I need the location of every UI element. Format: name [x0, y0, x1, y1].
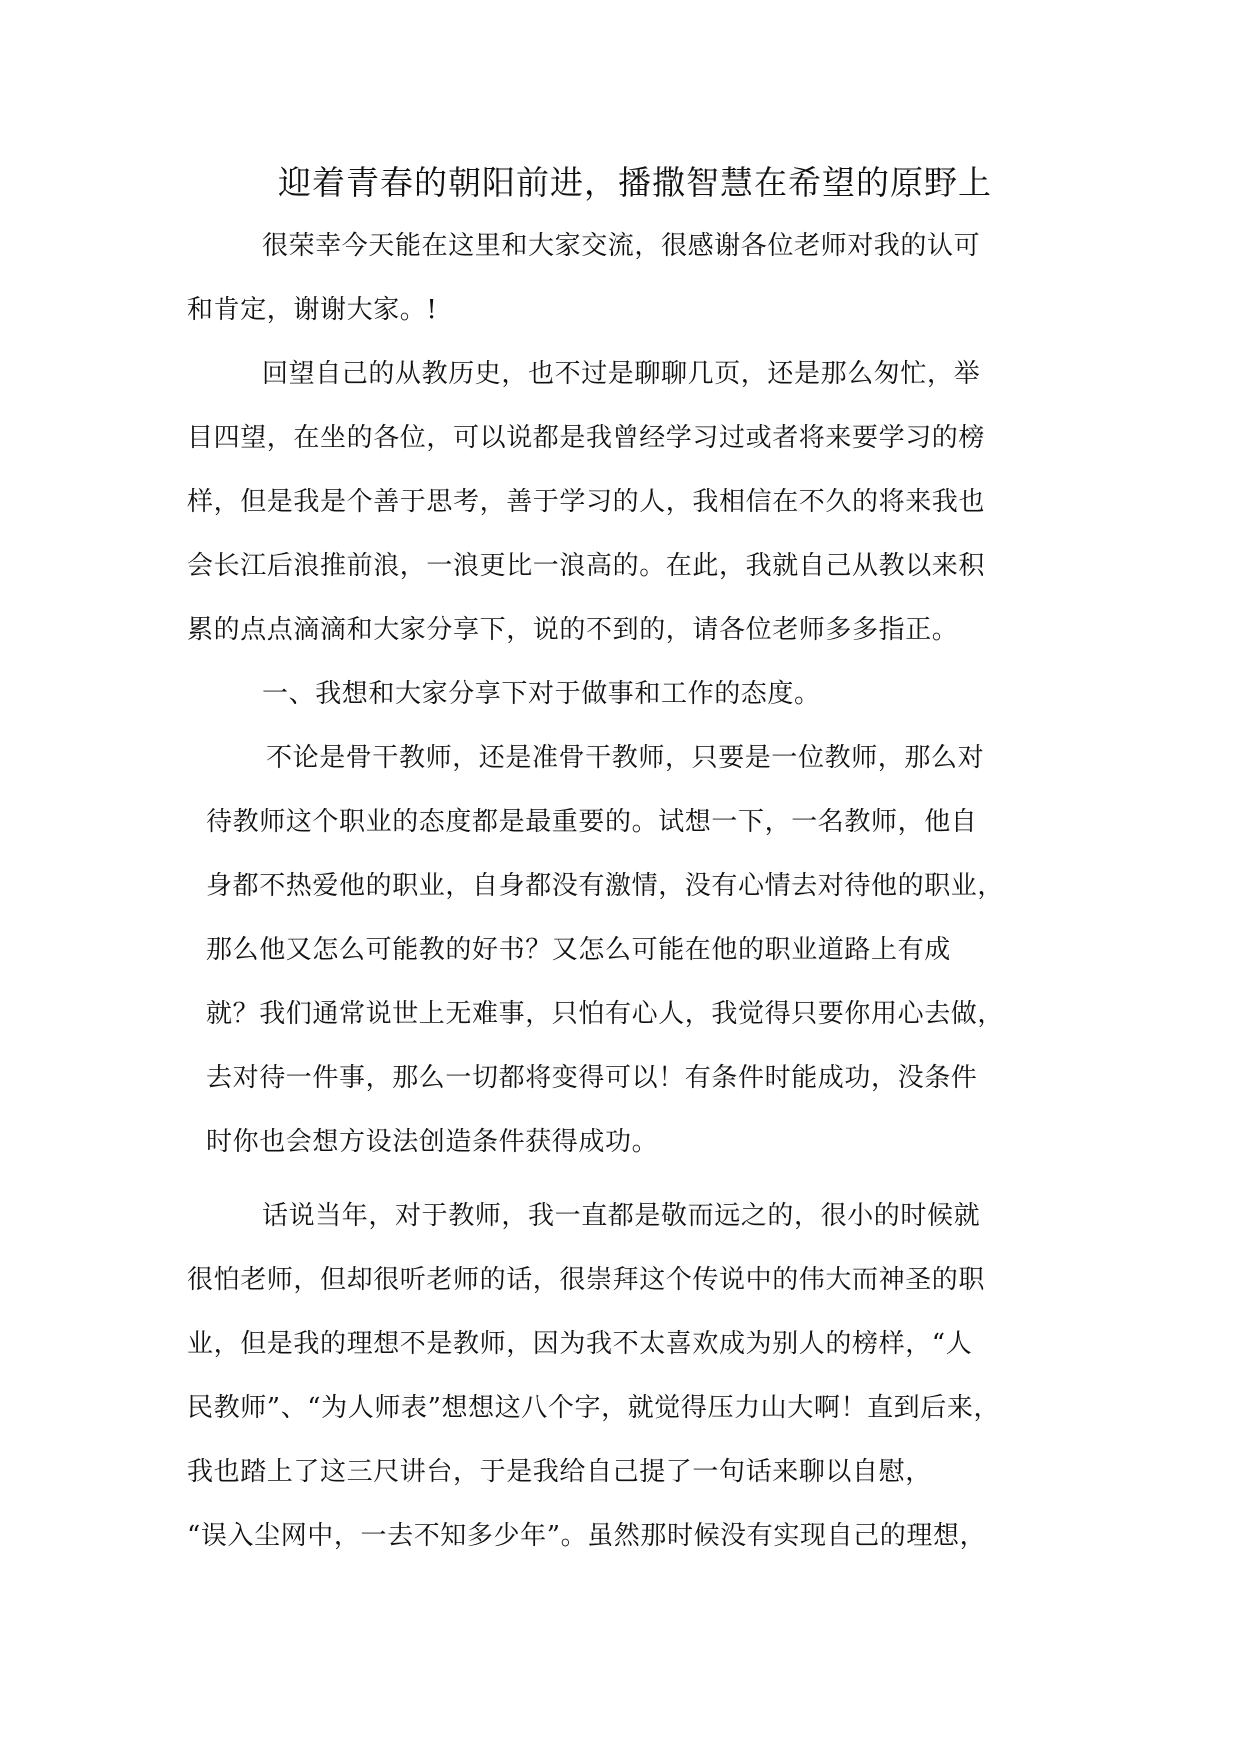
body-line: 目四望，在坐的各位，可以说都是我曾经学习过或者将来要学习的榜: [187, 423, 986, 453]
body-line: 待教师这个职业的态度都是最重要的。试想一下，一名教师，他自: [206, 807, 978, 837]
body-line: 样，但是我是个善于思考，善于学习的人，我相信在不久的将来我也: [187, 487, 986, 517]
body-line: 民教师”、“为人师表”想想这八个字，就觉得压力山大啊！直到后来，: [187, 1393, 1001, 1423]
body-line: 时你也会想方设法创造条件获得成功。: [206, 1127, 659, 1157]
body-line: “误入尘网中，一去不知多少年”。虽然那时候没有实现自己的理想，: [187, 1521, 987, 1551]
body-line: 和肯定，谢谢大家。!: [187, 295, 438, 325]
body-line: 我也踏上了这三尺讲台，于是我给自己提了一句话来聊以自慰，: [187, 1457, 932, 1487]
body-line: 不论是骨干教师，还是准骨干教师，只要是一位教师，那么对: [266, 743, 985, 773]
body-line: 会长江后浪推前浪，一浪更比一浪高的。在此，我就自己从教以来积: [187, 551, 986, 581]
body-line: 就？我们通常说世上无难事，只怕有心人，我觉得只要你用心去做，: [206, 999, 1005, 1029]
body-line: 去对待一件事，那么一切都将变得可以！有条件时能成功，没条件: [206, 1063, 978, 1093]
body-line: 很怕老师，但却很听老师的话，很崇拜这个传说中的伟大而神圣的职: [187, 1265, 986, 1295]
body-line: 那么他又怎么可能教的好书？又怎么可能在他的职业道路上有成: [206, 935, 951, 965]
section-heading: 一、我想和大家分享下对于做事和工作的态度。: [262, 679, 821, 709]
body-line: 话说当年，对于教师，我一直都是敬而远之的，很小的时候就: [262, 1201, 981, 1231]
body-line: 业，但是我的理想不是教师，因为我不太喜欢成为别人的榜样，“人: [187, 1329, 973, 1359]
body-line: 回望自己的从教历史，也不过是聊聊几页，还是那么匆忙，举: [262, 359, 981, 389]
body-line: 身都不热爱他的职业，自身都没有激情，没有心情去对待他的职业，: [206, 871, 1005, 901]
document-title: 迎着青春的朝阳前进，播撒智慧在希望的原野上: [278, 163, 992, 202]
body-line: 累的点点滴滴和大家分享下，说的不到的，请各位老师多多指正。: [187, 615, 959, 645]
body-line: 很荣幸今天能在这里和大家交流，很感谢各位老师对我的认可: [262, 231, 981, 261]
